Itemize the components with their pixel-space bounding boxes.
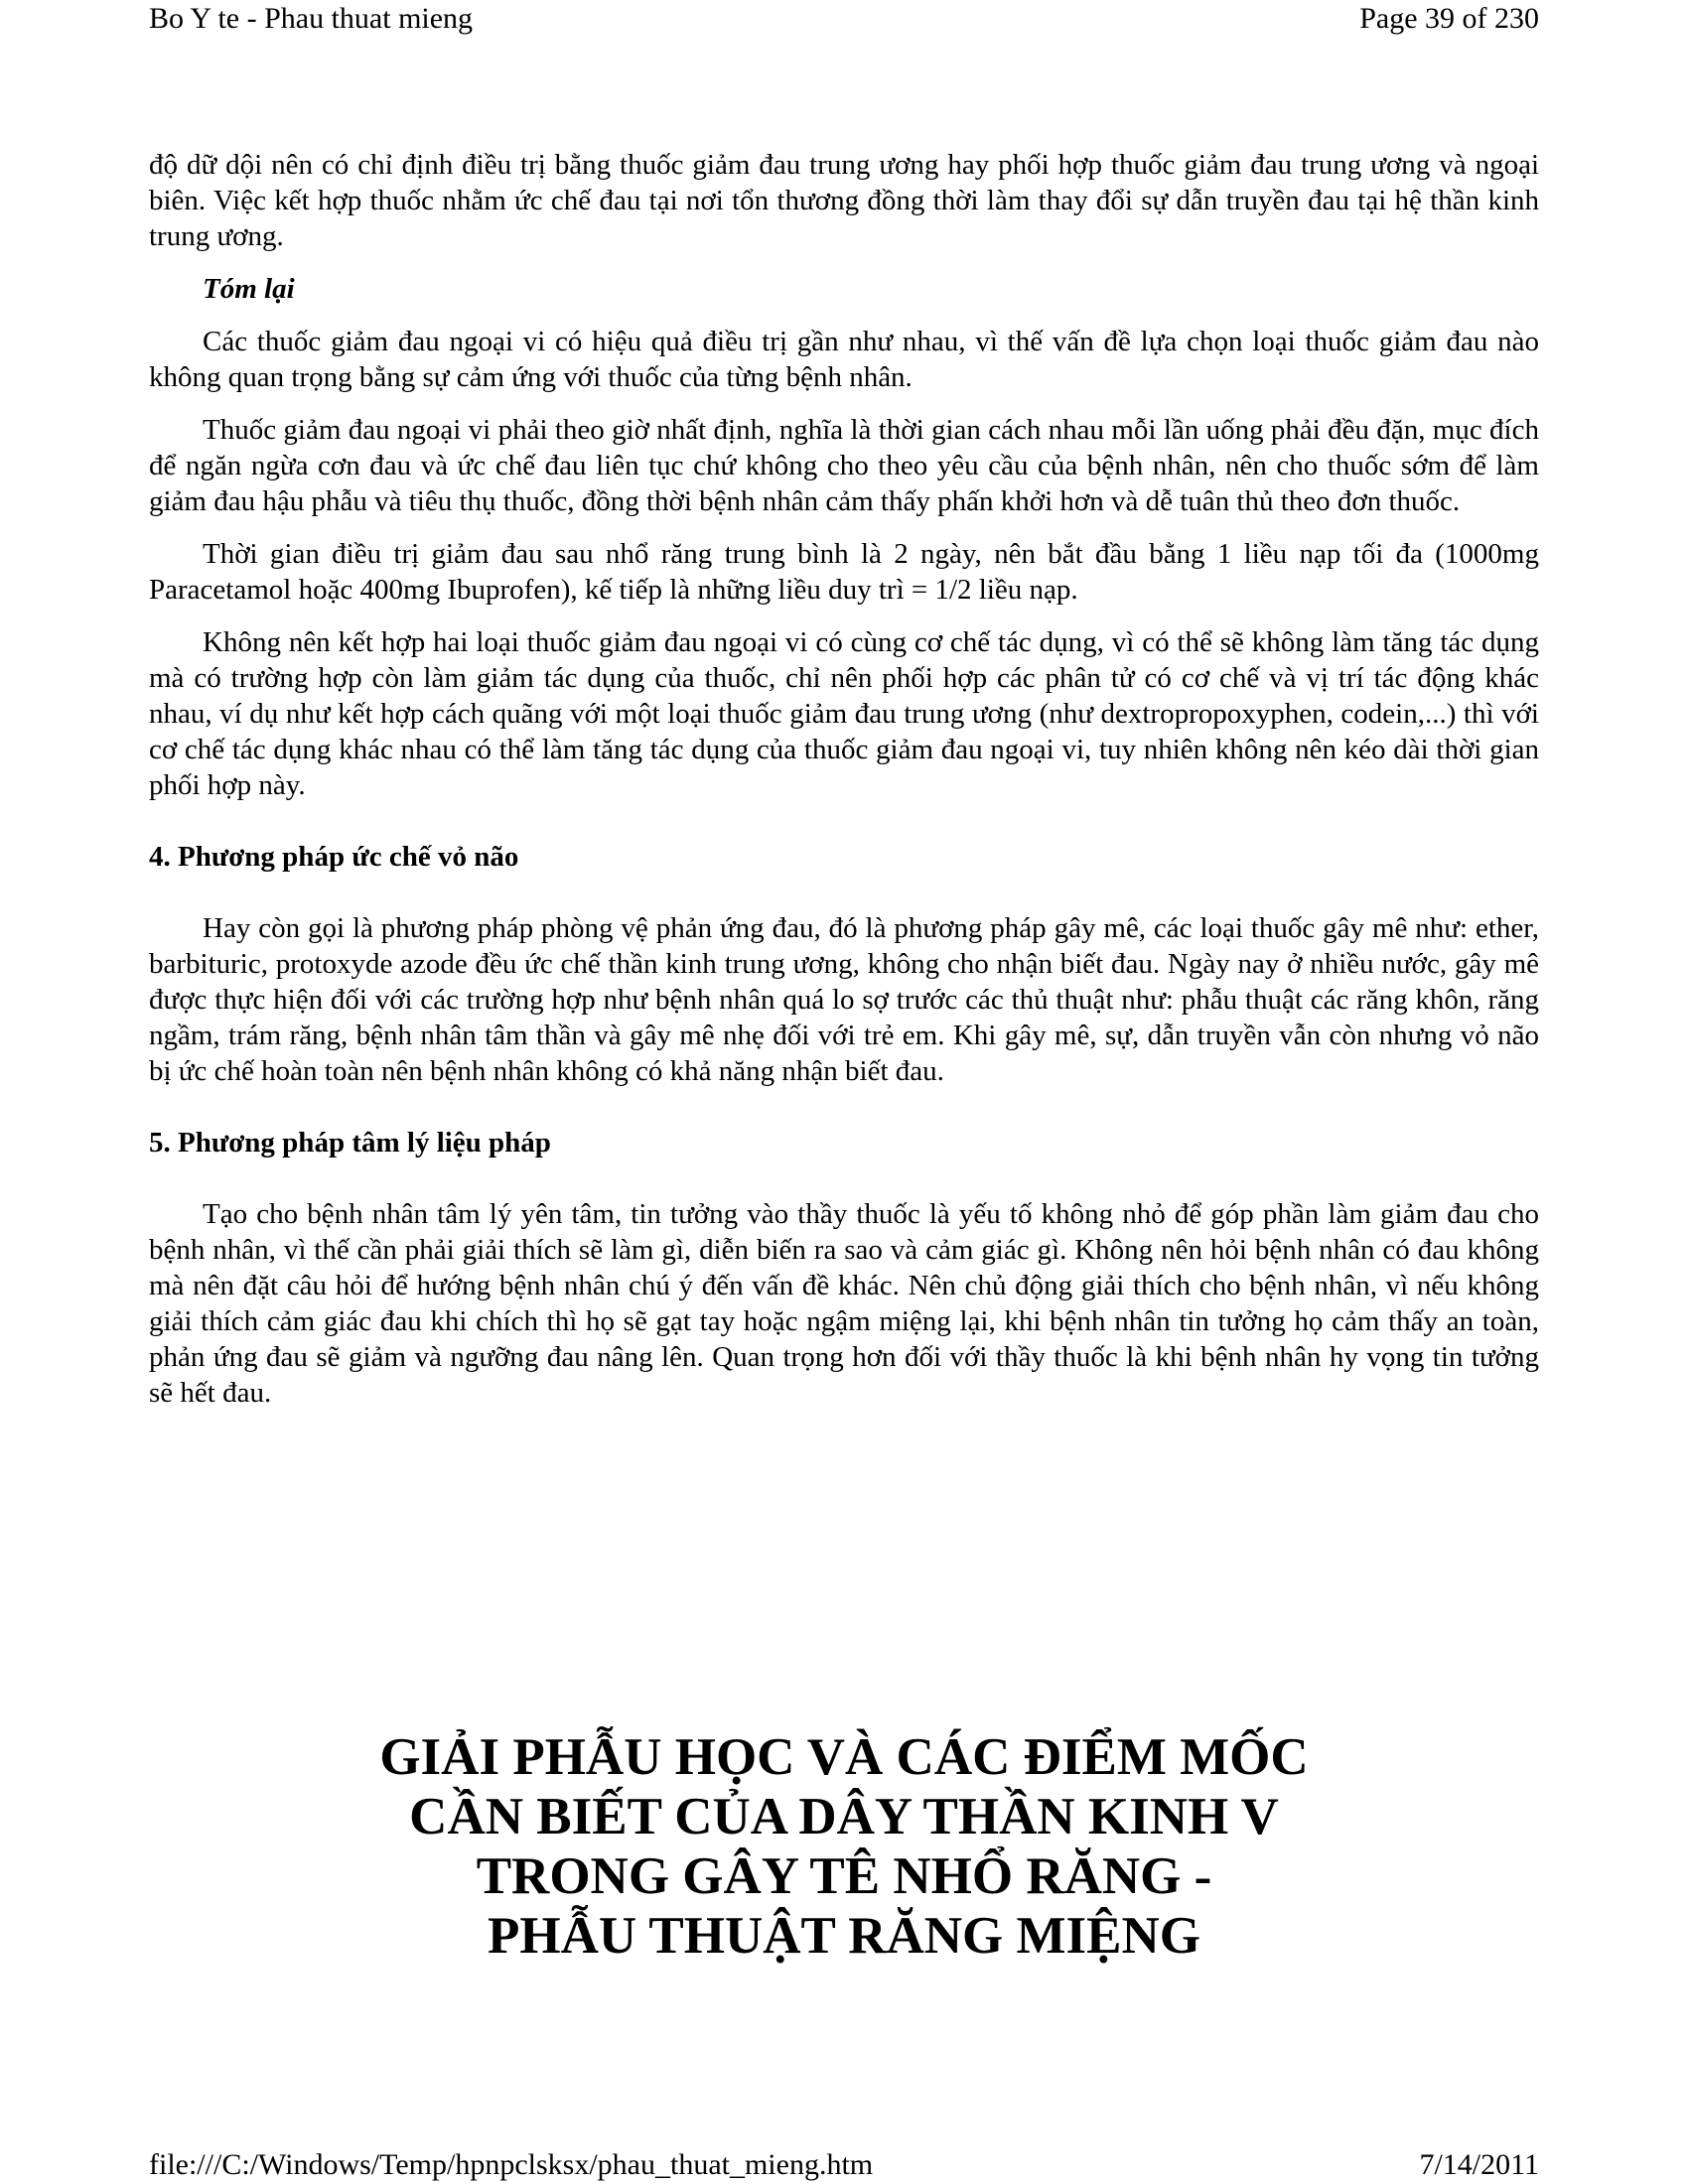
paragraph-continued: độ dữ dội nên có chỉ định điều trị bằng thuốc giảm đau trung ương hay phối hợp thuốc giảm đau trung ương và ngoại biên. Việc kết hợp thuốc nhằm ức chế đau tại nơi tổn thương đồng thời làm thay đổi sự dẫn truyền đau tại hệ thần kinh trung ương. xyxy=(149,149,1539,252)
chapter-title-line: TRONG GÂY TÊ NHỔ RĂNG - xyxy=(476,1847,1212,1905)
paragraph: Hay còn gọi là phương pháp phòng vệ phản ứng đau, đó là phương pháp gây mê, các loại thuốc gây mê như: ether, barbituric, protoxyde azode đều ức chế thần kinh trung ương, không cho nhận biết đau. Ngày nay ở nhiều nước, gây mê được thực hiện đối với các trường hợp như bệnh nhân quá lo sợ trước các thủ thuật như: phẫu thuật các răng khôn, răng ngầm, trám răng, bệnh nhân tâm thần và gây mê nhẹ đối với trẻ em. Khi gây mê, sự, dẫn truyền vẫn còn nhưng vỏ não bị ức chế hoàn toàn nên bệnh nhân không có khả năng nhận biết đau. xyxy=(149,912,1539,1087)
page-header xyxy=(149,0,1539,40)
chapter-title-line: CẦN BIẾT CỦA DÂY THẦN KINH V xyxy=(409,1788,1279,1845)
section-heading-5: 5. Phương pháp tâm lý liệu pháp xyxy=(149,1127,551,1159)
subheading-summary: Tóm lại xyxy=(203,273,295,305)
header-document-title: Bo Y te - Phau thuat mieng xyxy=(149,2,474,35)
paragraph: Thời gian điều trị giảm đau sau nhổ răng trung bình là 2 ngày, nên bắt đầu bằng 1 liều nạp tối đa (1000mg Paracetamol hoặc 400mg Ibuprofen), kế tiếp là những liều duy trì = 1/2 liều nạp. xyxy=(149,538,1539,606)
paragraph: Các thuốc giảm đau ngoại vi có hiệu quả điều trị gần như nhau, vì thế vấn đề lựa chọn loại thuốc giảm đau nào không quan trọng bằng sự cảm ứng với thuốc của từng bệnh nhân. xyxy=(149,326,1539,393)
footer-date: 7/14/2011 xyxy=(1419,2148,1539,2181)
document-body xyxy=(149,147,1539,1428)
chapter-title xyxy=(149,1727,1539,1966)
section-heading-4: 4. Phương pháp ức chế vỏ não xyxy=(149,841,519,873)
paragraph: Tạo cho bệnh nhân tâm lý yên tâm, tin tưởng vào thầy thuốc là yếu tố không nhỏ để góp phần làm giảm đau cho bệnh nhân, vì thế cần phải giải thích sẽ làm gì, diễn biến ra sao và cảm giác gì. Không nên hỏi bệnh nhân có đau không mà nên đặt câu hỏi để hướng bệnh nhân chú ý đến vấn đề khác. Nên chủ động giải thích cho bệnh nhân, vì nếu không giải thích cảm giác đau khi chích thì họ sẽ gạt tay hoặc ngậm miệng lại, khi bệnh nhân tin tưởng họ cảm thấy an toàn, phản ứng đau sẽ giảm và ngưỡng đau nâng lên. Quan trọng hơn đối với thầy thuốc là khi bệnh nhân hy vọng tin tưởng sẽ hết đau. xyxy=(149,1198,1539,1409)
paragraph: Không nên kết hợp hai loại thuốc giảm đau ngoại vi có cùng cơ chế tác dụng, vì có thể sẽ không làm tăng tác dụng mà có trường hợp còn làm giảm tác dụng của thuốc, chỉ nên phối hợp các phân tử có cơ chế và vị trí tác động khác nhau, ví dụ như kết hợp cách quãng với một loại thuốc giảm đau trung ương (như dextropropoxyphen, codein,...) thì với cơ chế tác dụng khác nhau có thể làm tăng tác dụng của thuốc giảm đau ngoại vi, tuy nhiên không nên kéo dài thời gian phối hợp này. xyxy=(149,626,1539,801)
paragraph: Thuốc giảm đau ngoại vi phải theo giờ nhất định, nghĩa là thời gian cách nhau mỗi lần uống phải đều đặn, mục đích để ngăn ngừa cơn đau và ức chế đau liên tục chứ không cho theo yêu cầu của bệnh nhân, nên cho thuốc sớm để làm giảm đau hậu phẫu và tiêu thụ thuốc, đồng thời bệnh nhân cảm thấy phấn khởi hơn và dễ tuân thủ theo đơn thuốc. xyxy=(149,414,1539,517)
chapter-title-line: PHẪU THUẬT RĂNG MIỆNG xyxy=(487,1907,1200,1965)
header-page-number: Page 39 of 230 xyxy=(1359,2,1539,35)
footer-file-path: file:///C:/Windows/Temp/hpnpclsksx/phau_thuat_mieng.htm xyxy=(149,2148,874,2181)
page-footer xyxy=(149,2142,1539,2184)
chapter-title-line: GIẢI PHẪU HỌC VÀ CÁC ĐIỂM MỐC xyxy=(379,1728,1309,1786)
